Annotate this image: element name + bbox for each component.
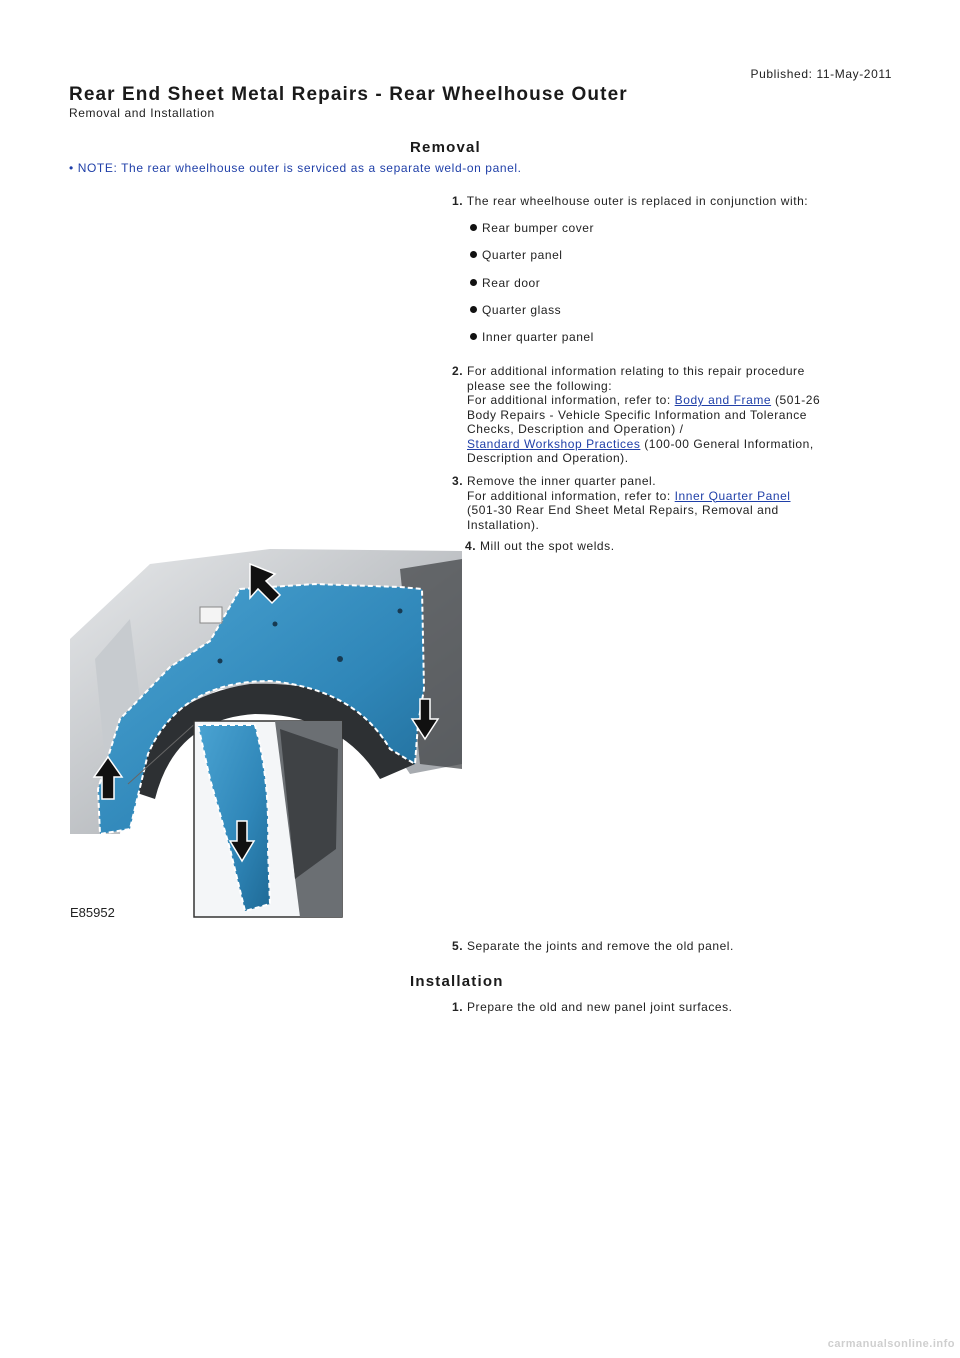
list-item: Quarter glass [482, 303, 561, 317]
installation-heading: Installation [410, 973, 504, 990]
step-text: The rear wheelhouse outer is replaced in conjunction with: [466, 194, 809, 208]
bullet-icon [470, 279, 477, 286]
step-number: 5. [452, 939, 464, 953]
removal-step-2: 2. For additional information relating to this repair procedure please see the following: For additional information, refer to: Body and Frame (501-26 Body Repairs - Vehicle Specific Information and Tolerance Checks, Description and Operation) / Standard Workshop Practices (100-00 General Information, Description and Operation). [452, 364, 821, 465]
removal-heading: Removal [410, 139, 481, 156]
link-inner-quarter-panel[interactable]: Inner Quarter Panel [674, 488, 791, 503]
step-number: 1. [452, 194, 464, 208]
step-number: 4. [465, 539, 477, 553]
step-number: 2. [452, 364, 464, 378]
list-item: Rear door [482, 276, 540, 290]
footer-watermark: carmanualsonline.info [827, 1338, 955, 1350]
wheelhouse-figure [70, 549, 462, 919]
removal-step-1 [452, 194, 808, 209]
removal-step-3: 3. Remove the inner quarter panel. For additional information, refer to: Inner Quarter Panel (501-30 Rear End Sheet Metal Repairs, Removal and Installation). [452, 474, 791, 532]
removal-note: • NOTE: The rear wheelhouse outer is serviced as a separate weld-on panel. [69, 161, 522, 175]
list-item: Quarter panel [482, 248, 563, 262]
installation-step-1: 1. Prepare the old and new panel joint surfaces. [452, 1000, 733, 1014]
removal-step-4: 4. Mill out the spot welds. [465, 539, 615, 553]
link-body-and-frame[interactable]: Body and Frame [674, 393, 772, 407]
removal-step-5: 5. Separate the joints and remove the old panel. [452, 939, 734, 953]
figure-code: E85952 [70, 905, 115, 920]
bullet-icon [470, 251, 477, 258]
bullet-icon [470, 224, 477, 231]
list-item: Rear bumper cover [482, 221, 594, 235]
wheelhouse-illustration [70, 549, 462, 919]
published-date: Published: 11-May-2011 [750, 67, 892, 81]
link-standard-workshop-practices[interactable]: Standard Workshop Practices [467, 436, 641, 451]
bullet-icon [470, 333, 477, 340]
page-subtitle: Removal and Installation [69, 106, 215, 120]
bullet-icon [470, 306, 477, 313]
list-item: Inner quarter panel [482, 330, 594, 344]
step-number: 1. [452, 1000, 464, 1014]
step-number: 3. [452, 474, 464, 488]
page-title: Rear End Sheet Metal Repairs - Rear Wheelhouse Outer [69, 84, 628, 105]
